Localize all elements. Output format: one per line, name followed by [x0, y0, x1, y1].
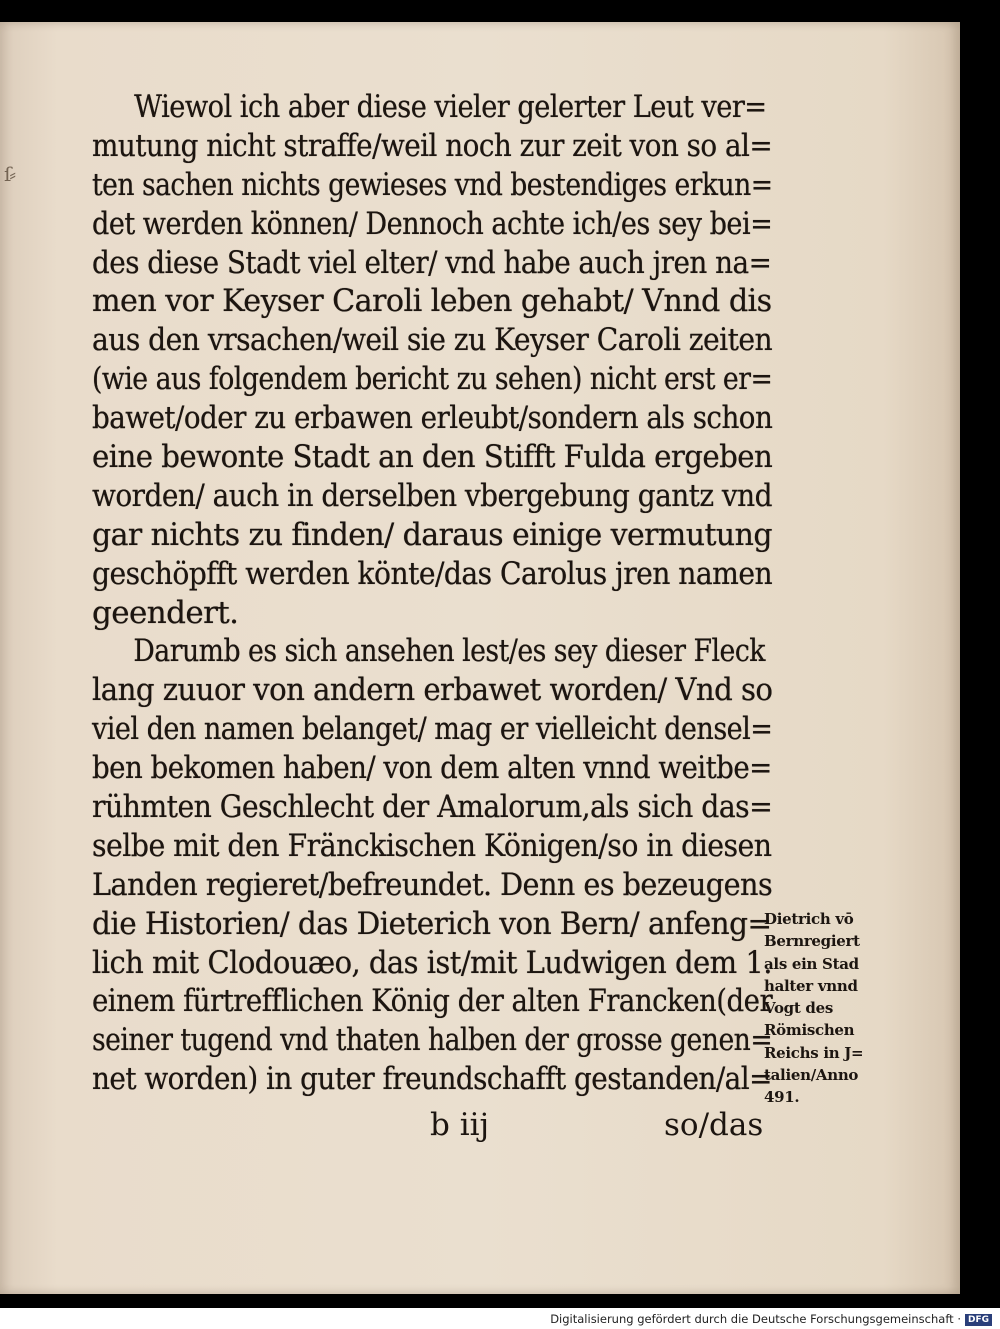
text-line: geschöpfft werden könte/das Carolus jren namen [92, 555, 773, 592]
text-line: geendert. [92, 594, 239, 631]
text-line: Landen regieret/befreundet. Denn es bezeugens [92, 866, 773, 903]
digitization-credit [550, 1310, 992, 1328]
text-line: aus den vrsachen/weil sie zu Keyser Caroli zeiten [92, 322, 773, 359]
text-line: die Historien/ das Dieterich von Bern/ anfeng= [92, 905, 772, 942]
text-line: net worden) in guter freundschafft gestanden/al= [92, 1061, 772, 1098]
text-line: einem fürtrefflichen König der alten Francken(der [92, 983, 773, 1020]
text-line: selbe mit den Fränckischen Königen/so in diesen [92, 827, 772, 864]
marginal-note-line: talien/Anno [764, 1066, 859, 1085]
text-line: Wiewol ich aber diese vieler gelerter Leut ver= [134, 89, 767, 125]
text-line: (wie aus folgendem bericht zu sehen) nicht erst er= [92, 361, 773, 398]
text-line: seiner tugend vnd thaten halben der grosse genen= [92, 1022, 773, 1059]
marginal-note-line: Vogt des [764, 999, 833, 1018]
text-line: des diese Stadt viel elter/ vnd habe auch jren na= [92, 244, 772, 281]
text-line: bawet/oder zu erbawen erleubt/sondern als schon [92, 400, 773, 437]
text-line: rühmten Geschlecht der Amalorum,als sich das= [92, 789, 773, 826]
marginal-note-line: Bernregiert [764, 932, 860, 951]
text-line: gar nichts zu finden/ daraus einige vermutung [92, 516, 772, 553]
marginal-note-line: Reichs in J= [764, 1043, 864, 1062]
catchword: so/das [664, 1107, 764, 1143]
text-line: viel den namen belanget/ mag er vielleicht densel= [92, 711, 773, 748]
page-footer-line [0, 1105, 764, 1145]
book-page [0, 22, 960, 1294]
marginal-note-line: Dietrich vō [764, 910, 854, 928]
text-line: lich mit Clodouæo, das ist/mit Ludwigen dem 1. [92, 944, 772, 981]
text-line: men vor Keyser Caroli leben gehabt/ Vnnd dis [92, 283, 772, 320]
marginal-note [764, 908, 904, 1109]
text-line: Darumb es sich ansehen lest/es sey dieser Fleck [133, 633, 765, 670]
text-line: ten sachen nichts gewieses vnd bestendiges erkun= [92, 166, 773, 203]
dfg-logo: DFG [965, 1314, 992, 1326]
signature-mark: b iij [430, 1107, 490, 1143]
body-text [92, 88, 772, 1099]
marginal-note-line: als ein Stad [764, 954, 859, 973]
text-line: ben bekomen haben/ von dem alten vnnd weitbe= [92, 750, 772, 787]
text-line: mutung nicht straffe/weil noch zur zeit von so al= [92, 127, 773, 164]
edge-mark: ſ⸗ [4, 162, 15, 186]
text-line: det werden können/ Dennoch achte ich/es sey bei= [92, 205, 773, 242]
text-line: eine bewonte Stadt an den Stifft Fulda ergeben [92, 439, 773, 476]
marginal-note-line: 491. [764, 1088, 800, 1107]
marginal-note-line: halter vnnd [764, 976, 858, 995]
text-line: lang zuuor von andern erbawet worden/ Vnd so [92, 672, 773, 709]
text-line: worden/ auch in derselben vbergebung gantz vnd [92, 477, 772, 514]
marginal-note-line: Römischen [764, 1021, 855, 1040]
credit-text: Digitalisierung gefördert durch die Deutsche Forschungsgemeinschaft · [550, 1312, 961, 1326]
